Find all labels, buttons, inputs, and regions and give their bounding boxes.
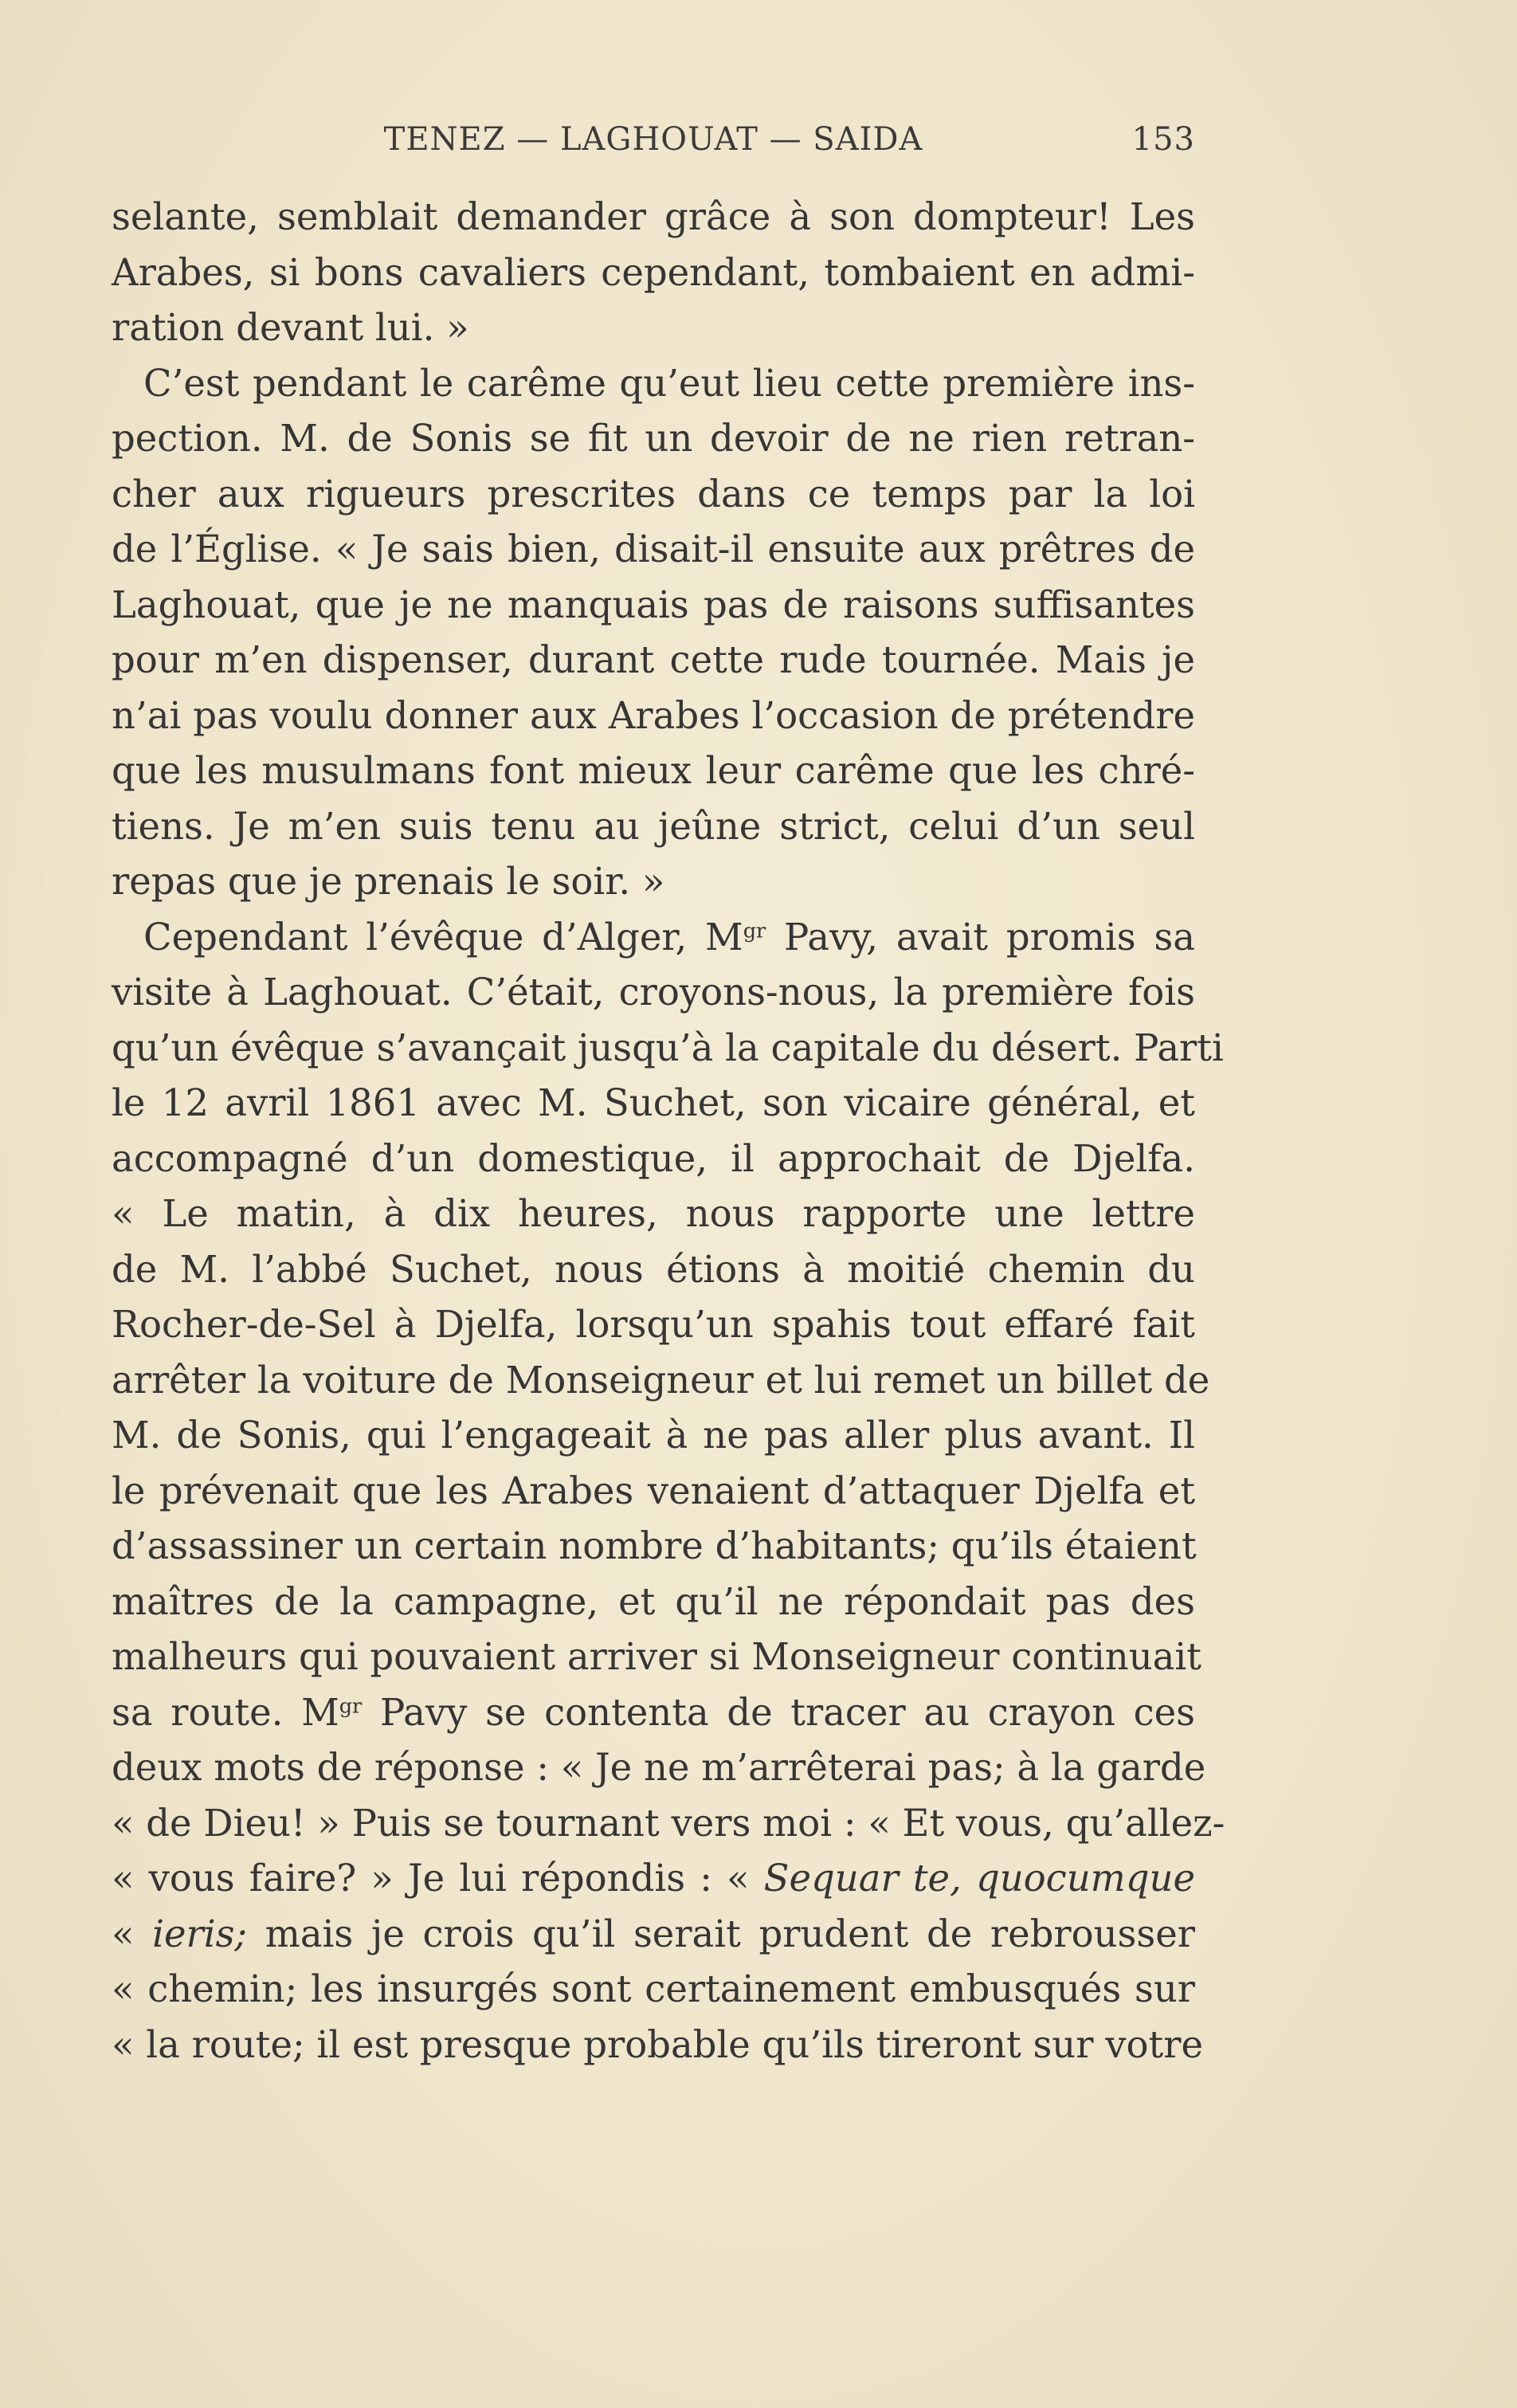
italic-latin-phrase: ieris; [152, 1912, 248, 1955]
text-line: pour m’en dispenser, durant cette rude tournée. Mais je [112, 638, 1195, 681]
text-line: cher aux rigueurs prescrites dans ce temps par la loi [112, 472, 1195, 516]
text-line [112, 910, 1195, 966]
page-header [112, 121, 1195, 169]
running-title: TENEZ — LAGHOUAT — SAIDA [383, 121, 923, 158]
text-line: maîtres de la campagne, et qu’il ne répondait pas des [112, 1579, 1195, 1623]
text-line: selante, semblait demander grâce à son dompteur! Les [112, 195, 1195, 238]
text-line: que les musulmans font mieux leur carême que les chré- [112, 749, 1195, 792]
text-segment: « [112, 1912, 153, 1955]
text-segment: Cependant l’évêque d’Alger, M [143, 915, 743, 959]
text-segment: Pavy, avait promis sa [766, 915, 1195, 959]
text-line: ration devant lui. » [112, 306, 469, 349]
text-line: « de Dieu! » Puis se tournant vers moi : « Et vous, qu’allez- [112, 1801, 1225, 1845]
text-line: deux mots de réponse : « Je ne m’arrêterai pas; à la garde [112, 1746, 1206, 1789]
body-text [112, 190, 1225, 2073]
text-line [112, 1685, 1195, 1741]
text-segment: mais je crois qu’il serait prudent de rebrousser [247, 1912, 1196, 1955]
text-line: n’ai pas voulu donner aux Arabes l’occasion de prétendre [112, 693, 1195, 737]
text-line: de M. l’abbé Suchet, nous étions à moitié chemin du [112, 1247, 1195, 1291]
text-line: tiens. Je m’en suis tenu au jeûne strict, celui d’un seul [112, 804, 1195, 848]
text-line: pection. M. de Sonis se fit un devoir de ne rien retran- [112, 417, 1195, 460]
superscript-abbreviation: gr [339, 1694, 363, 1719]
text-line: M. de Sonis, qui l’engageait à ne pas aller plus avant. Il [112, 1414, 1195, 1457]
text-line [112, 1851, 1195, 1907]
text-line: « chemin; les insurgés sont certainement embusqués sur [112, 1967, 1195, 2010]
text-line: le prévenait que les Arabes venaient d’attaquer Djelfa et [112, 1469, 1195, 1512]
text-line: visite à Laghouat. C’était, croyons-nous, la première fois [112, 971, 1195, 1014]
text-line: accompagné d’un domestique, il approchait de Djelfa. [112, 1136, 1195, 1180]
text-line: le 12 avril 1861 avec M. Suchet, son vicaire général, et [112, 1081, 1195, 1124]
text-line: C’est pendant le carême qu’eut lieu cette première ins- [143, 361, 1195, 405]
superscript-abbreviation: gr [743, 919, 766, 943]
text-line: Laghouat, que je ne manquais pas de raisons suffisantes [112, 582, 1195, 626]
text-line [112, 1907, 1195, 1963]
text-line: Rocher-de-Sel à Djelfa, lorsqu’un spahis tout effaré fait [112, 1303, 1195, 1346]
text-line: de l’Église. « Je sais bien, disait-il ensuite aux prêtres de [112, 527, 1195, 571]
italic-latin-phrase: Sequar te, quocumque [763, 1857, 1195, 1900]
text-line: arrêter la voiture de Monseigneur et lui remet un billet de [112, 1358, 1210, 1402]
page-number: 153 [1131, 121, 1195, 158]
text-segment: sa route. M [112, 1690, 339, 1734]
text-line: Arabes, si bons cavaliers cependant, tombaient en admi- [112, 250, 1195, 294]
text-line: « Le matin, à dix heures, nous rapporte une lettre [112, 1192, 1195, 1235]
text-line: repas que je prenais le soir. » [112, 860, 665, 903]
text-line: malheurs qui pouvaient arriver si Monseigneur continuait [112, 1635, 1201, 1678]
text-line: « la route; il est presque probable qu’ils tireront sur votre [112, 2022, 1203, 2066]
text-line: qu’un évêque s’avançait jusqu’à la capitale du désert. Parti [112, 1026, 1224, 1069]
text-segment: « vous faire? » Je lui répondis : « [112, 1857, 764, 1900]
text-line: d’assassiner un certain nombre d’habitants; qu’ils étaient [112, 1524, 1197, 1567]
text-segment: Pavy se contenta de tracer au crayon ces [362, 1690, 1195, 1734]
